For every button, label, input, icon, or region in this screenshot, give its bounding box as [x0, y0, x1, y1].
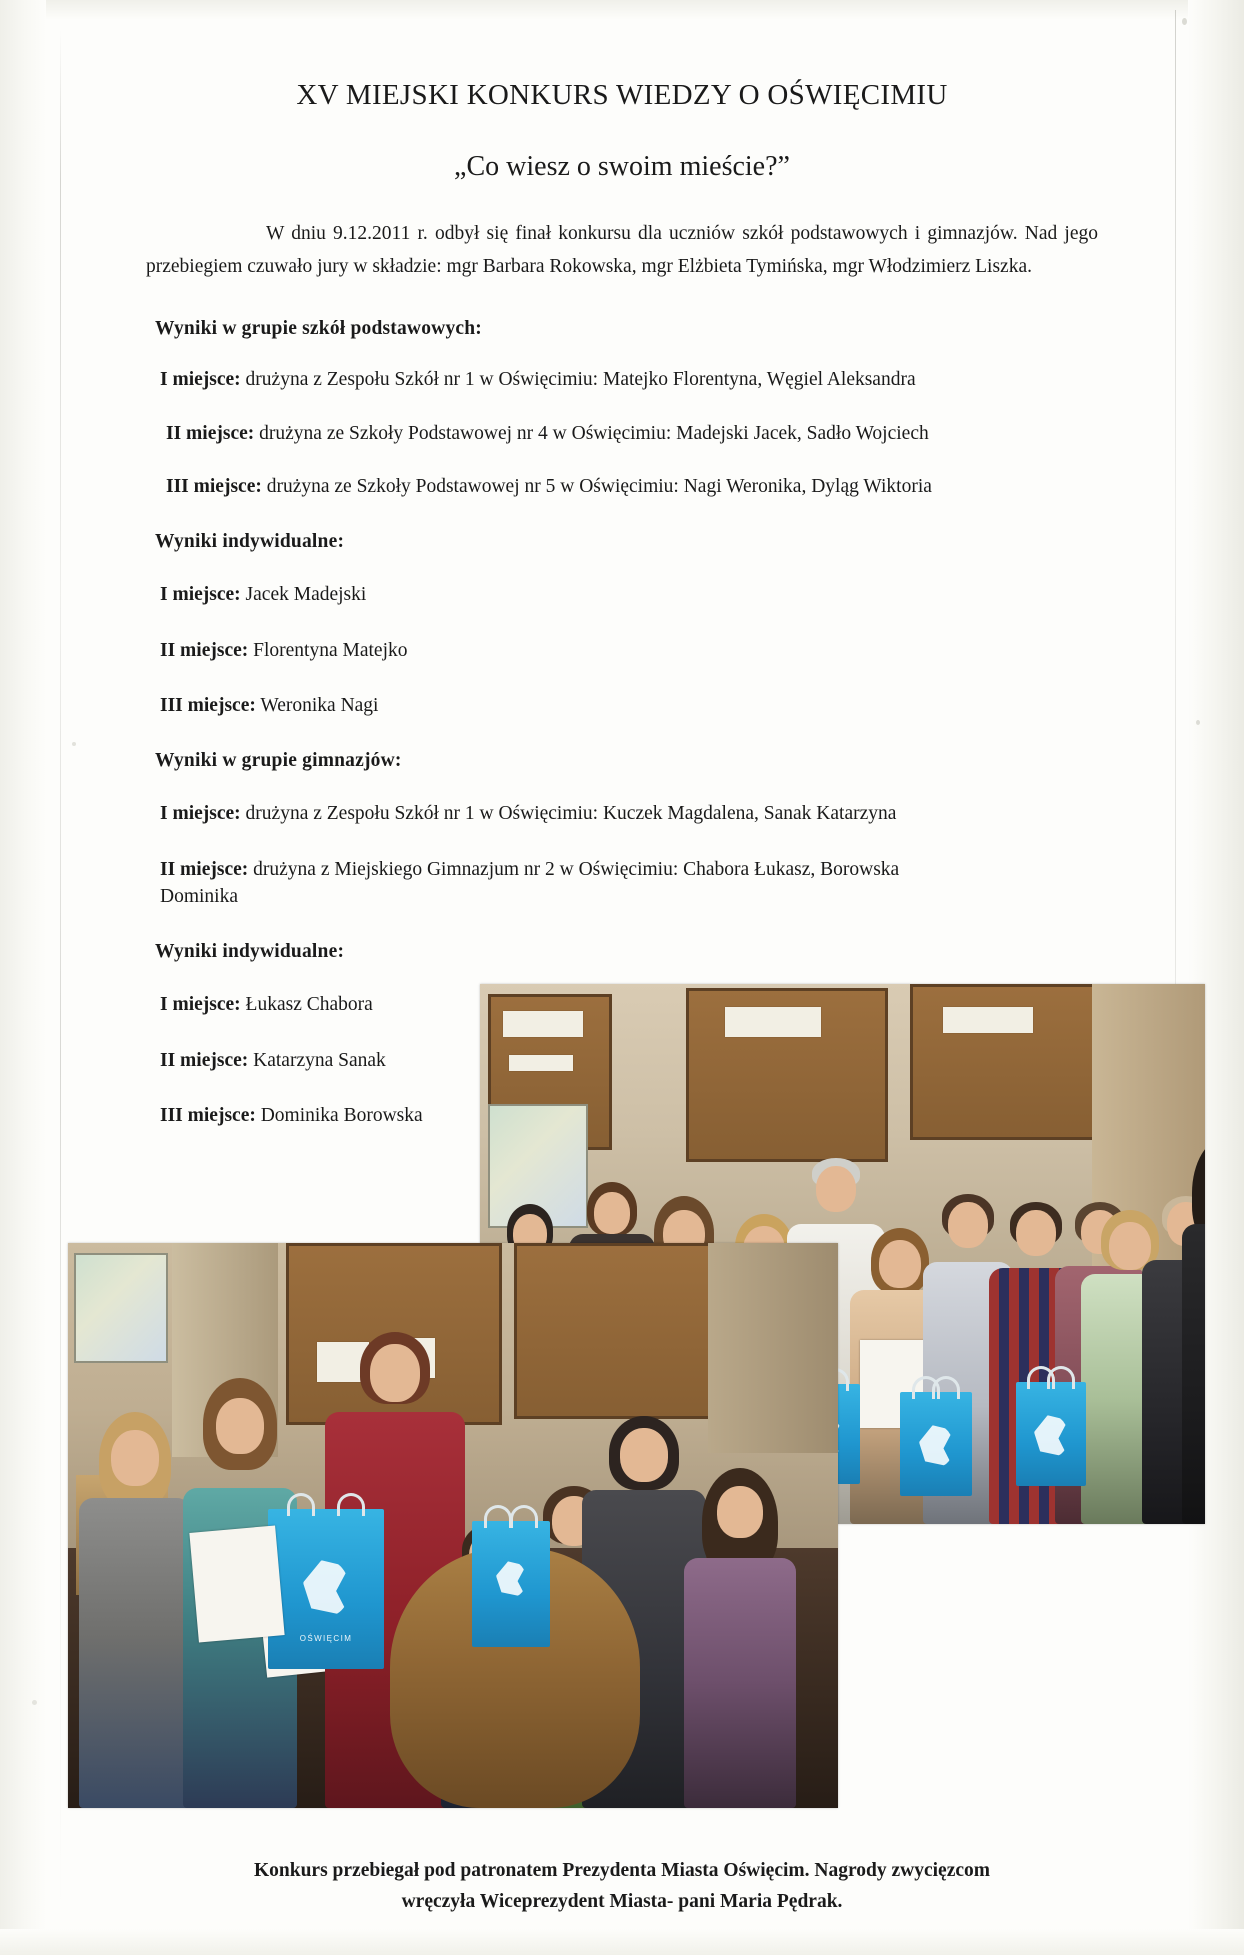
- place-text: Katarzyna Sanak: [253, 1049, 386, 1071]
- place-label: I miejsce:: [160, 583, 241, 605]
- intro-paragraph: W dniu 9.12.2011 r. odbył się finał konkursu dla uczniów szkół podstawowych i gimnazjów. Nad jego przebiegiem czuwało jury w składzie: mgr Barbara Rokowska, mgr Elżbieta Tymińska, mgr Włodzimierz Liszka.: [146, 222, 1098, 278]
- gift-bag: [268, 1509, 384, 1669]
- scan-edge-bottom: [0, 1929, 1244, 1955]
- photo-person-body: [1182, 1224, 1205, 1524]
- gift-bag-logo-text: OŚWIĘCIM: [299, 1634, 353, 1644]
- city-logo-icon: [496, 1561, 526, 1597]
- place-label: II miejsce:: [160, 639, 249, 661]
- photo-person-head: [717, 1486, 763, 1538]
- result-row: [160, 856, 1244, 911]
- place-label: I miejsce:: [160, 802, 241, 824]
- photo-person-teen: [1180, 1124, 1205, 1524]
- photo-caption: [0, 1855, 1244, 1917]
- result-row: [160, 366, 1244, 394]
- result-row: [160, 581, 1244, 609]
- city-logo-icon: [919, 1425, 953, 1467]
- photo-person-head: [620, 1428, 668, 1482]
- section-heading-gymnasium: Wyniki w grupie gimnazjów:: [155, 749, 402, 771]
- photo-bulletin-board: [514, 1243, 716, 1419]
- place-label: II miejsce:: [166, 422, 255, 444]
- photo-bulletin-board: [686, 988, 888, 1162]
- result-row: [166, 473, 1244, 501]
- place-text: drużyna z Miejskiego Gimnazjum nr 2 w Oświęcimiu: Chabora Łukasz, Borowska Dominika: [160, 858, 900, 908]
- photo-person-teen: [680, 1458, 800, 1808]
- place-label: III miejsce:: [160, 1105, 256, 1127]
- place-label: III miejsce:: [166, 476, 262, 498]
- photo-wall-map: [74, 1253, 168, 1363]
- caption-line-1: Konkurs przebiegał pod patronatem Prezydenta Miasta Oświęcim. Nagrody zwycięzcom: [253, 1860, 991, 1881]
- photo-person-head: [111, 1430, 159, 1486]
- photo-board-note: [509, 1055, 573, 1071]
- place-text: Łukasz Chabora: [245, 994, 373, 1016]
- scan-speck: [32, 1700, 37, 1705]
- place-text: drużyna z Zespołu Szkół nr 1 w Oświęcimiu: Matejko Florentyna, Węgiel Aleksandra: [245, 368, 916, 390]
- city-logo-icon: [303, 1560, 349, 1616]
- page-subtitle: „Co wiesz o swoim mieście?”: [454, 150, 790, 182]
- place-text: Weronika Nagi: [260, 695, 379, 717]
- caption-line-2: wręczyła Wiceprezydent Miasta- pani Maria Pędrak.: [401, 1891, 843, 1913]
- result-row: [160, 637, 1244, 665]
- result-row: [160, 692, 1244, 720]
- photo-door-panel: [708, 1243, 838, 1453]
- place-label: I miejsce:: [160, 368, 241, 390]
- photo-person-body: [684, 1558, 796, 1808]
- place-text: drużyna ze Szkoły Podstawowej nr 5 w Oświęcimiu: Nagi Weronika, Dyląg Wiktoria: [266, 476, 932, 498]
- photo-handing-gift-bags: [68, 1243, 838, 1808]
- place-label: II miejsce:: [160, 858, 249, 880]
- photo-board-note: [725, 1007, 821, 1037]
- page-title: XV MIEJSKI KONKURS WIEDZY O OŚWIĘCIMIU: [296, 79, 948, 111]
- gift-bag: [1016, 1382, 1086, 1486]
- photo-person-head: [1016, 1210, 1056, 1256]
- place-text: Dominika Borowska: [260, 1105, 423, 1127]
- photo-person-body: [79, 1498, 191, 1808]
- place-label: I miejsce:: [160, 994, 241, 1016]
- photo-board-note: [943, 1007, 1033, 1033]
- photo-board-note: [503, 1011, 583, 1037]
- result-row: [160, 800, 1244, 828]
- section-heading-primary-schools: Wyniki w grupie szkół podstawowych:: [155, 317, 482, 339]
- photo-person-head: [370, 1344, 420, 1402]
- photo-person-head: [216, 1398, 264, 1454]
- photo-person-head: [879, 1240, 921, 1288]
- gift-bag: [472, 1521, 550, 1647]
- section-heading-individual-primary: Wyniki indywidualne:: [155, 530, 345, 552]
- gift-bag: [900, 1392, 972, 1496]
- place-label: II miejsce:: [160, 1049, 249, 1071]
- place-text: Jacek Madejski: [245, 583, 367, 605]
- place-text: Florentyna Matejko: [253, 639, 408, 661]
- photo-bulletin-board: [910, 984, 1096, 1140]
- place-text: drużyna ze Szkoły Podstawowej nr 4 w Oświęcimiu: Madejski Jacek, Sadło Wojciech: [259, 422, 929, 444]
- result-row: [166, 420, 1244, 448]
- place-label: III miejsce:: [160, 695, 256, 717]
- section-heading-individual-gymnasium: Wyniki indywidualne:: [155, 941, 345, 963]
- photo-person-head: [948, 1202, 988, 1248]
- photo-diploma: [189, 1525, 284, 1642]
- place-text: drużyna z Zespołu Szkół nr 1 w Oświęcimiu: Kuczek Magdalena, Sanak Katarzyna: [245, 802, 897, 824]
- city-logo-icon: [1034, 1415, 1068, 1457]
